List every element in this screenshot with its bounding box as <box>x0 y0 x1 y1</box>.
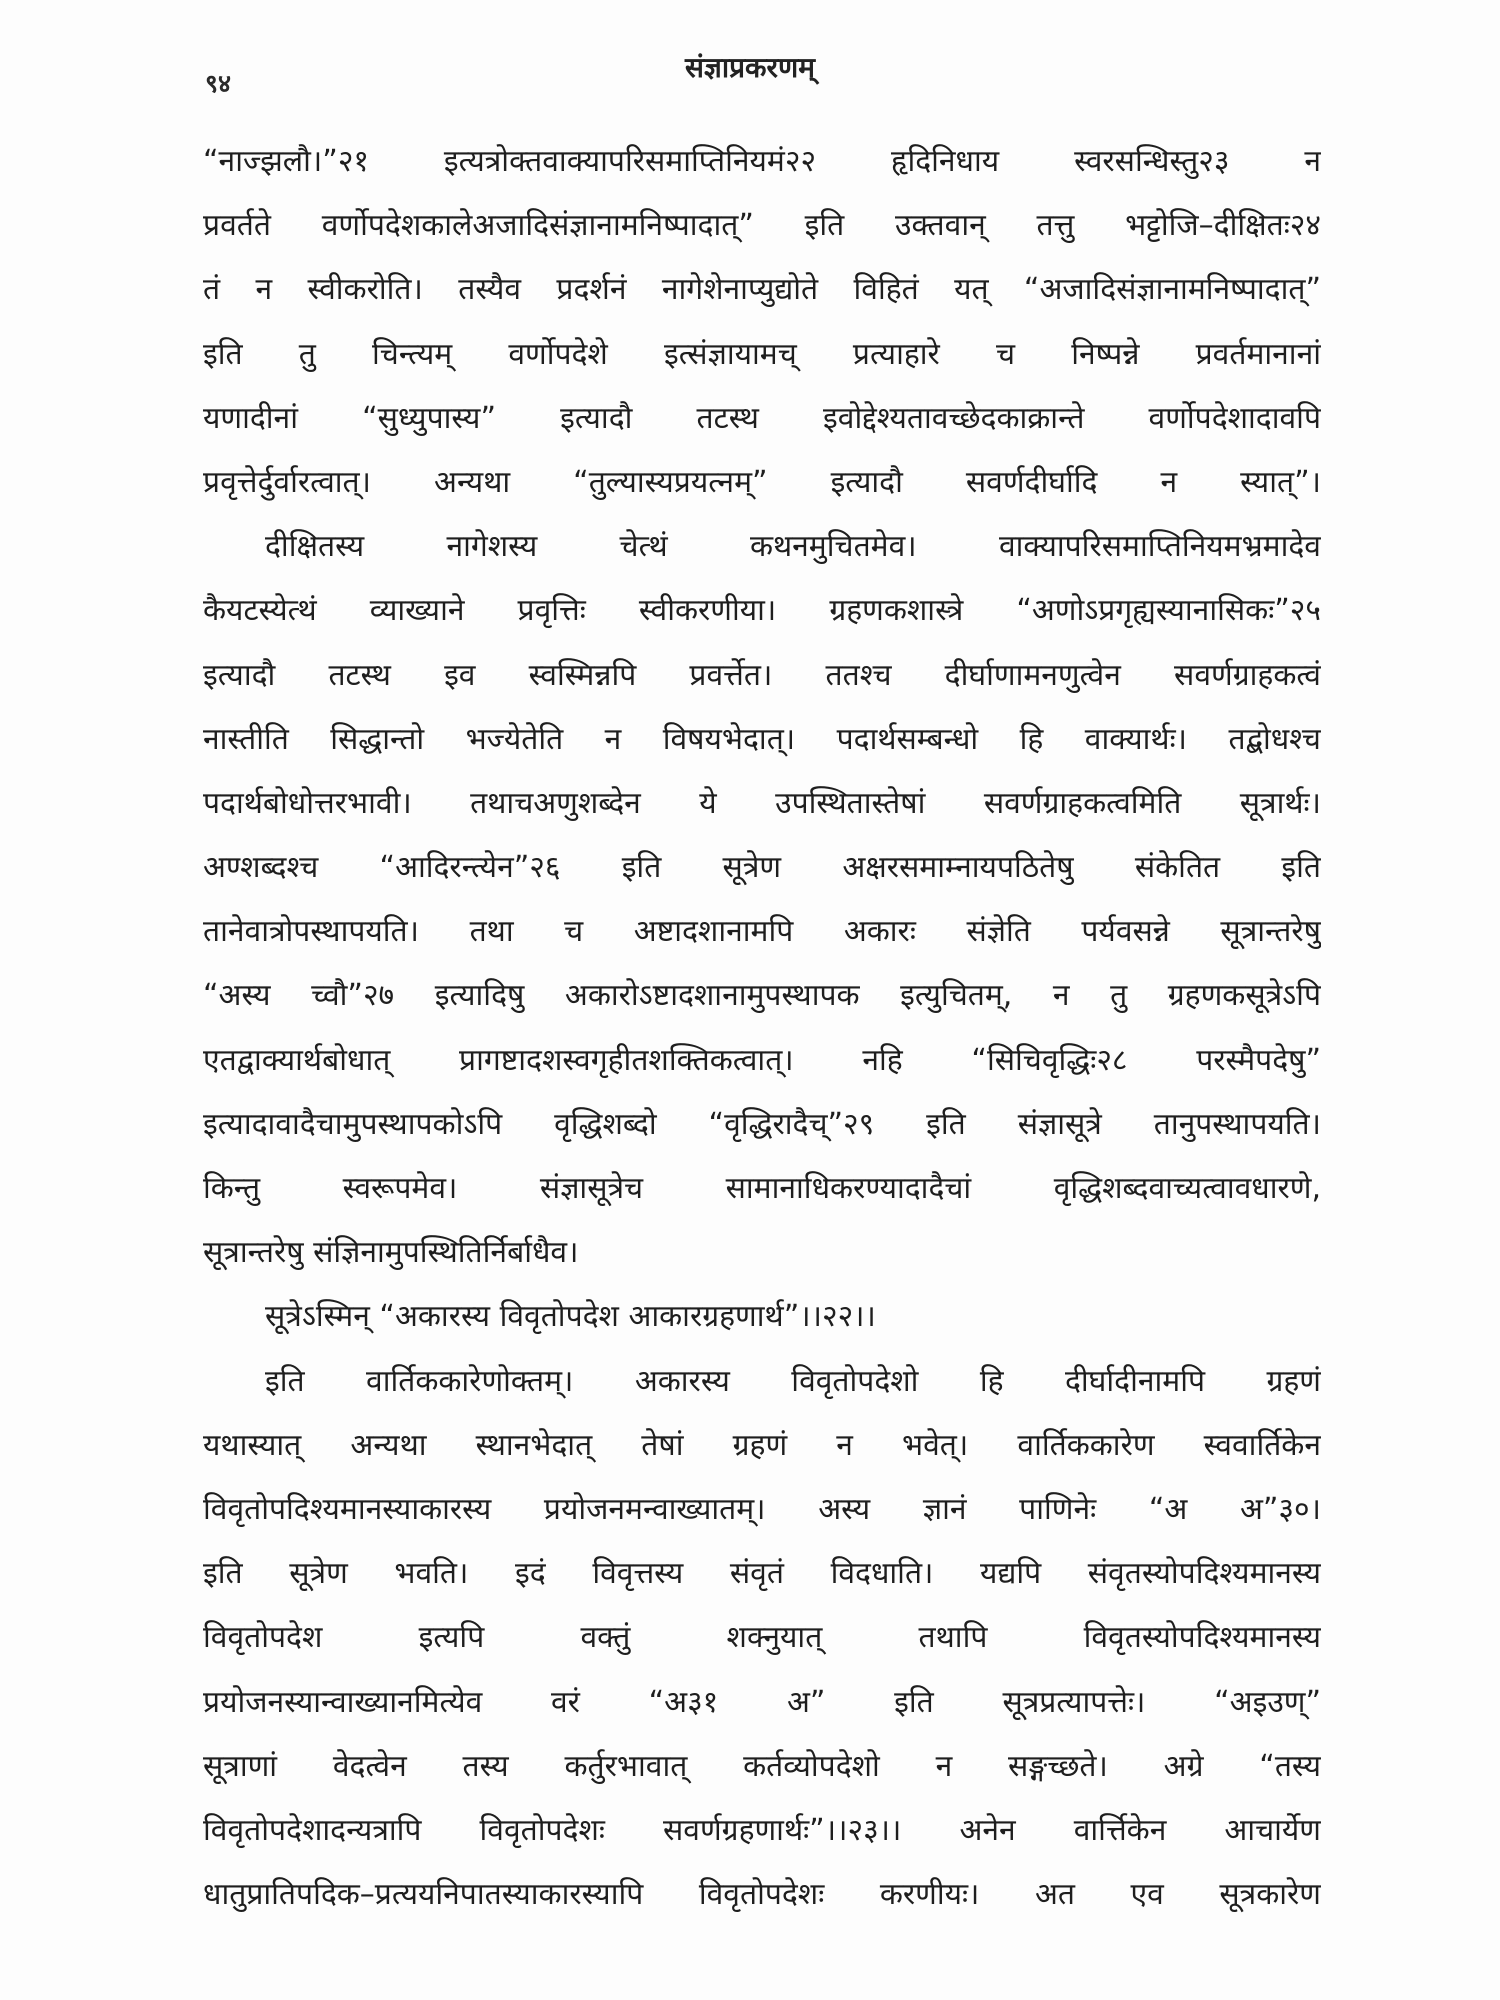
vartika-quote-line: सूत्रेऽस्मिन् “अकारस्य विवृतोपदेश आकारग्रहणार्थ”।।२२।। <box>265 1299 876 1335</box>
running-title: संज्ञाप्रकरणम् <box>684 51 815 84</box>
text-line: विवृतोपदिश्यमानस्याकारस्य प्रयोजनमन्वाख्यातम्। अस्य ज्ञानं पाणिनेः “अ अ”३०। <box>203 1491 1321 1527</box>
text-line: विवृतोपदेश इत्यपि वक्तुं शक्नुयात् तथापि विवृतस्योपदिश्यमानस्य <box>203 1620 1321 1656</box>
text-line: कैयटस्येत्थं व्याख्याने प्रवृत्तिः स्वीकरणीया। ग्रहणकशास्त्रे “अणोऽप्रगृह्यस्यानासिकः”२५ <box>203 593 1321 629</box>
text-line: किन्तु स्वरूपमेव। संज्ञासूत्रेच सामानाधिकरण्यादादैचां वृद्धिशब्दवाच्यत्वावधारणे, <box>203 1171 1321 1206</box>
text-line: धातुप्रातिपदिक–प्रत्ययनिपातस्याकारस्यापि विवृतोपदेशः करणीयः। अत एव सूत्रकारेण <box>203 1877 1321 1913</box>
text-line: सूत्राणां वेदत्वेन तस्य कर्तुरभावात् कर्तव्योपदेशो न सङ्गच्छते। अग्रे “तस्य <box>203 1748 1321 1784</box>
text-line: एतद्वाक्यार्थबोधात् प्रागष्टादशस्वगृहीतशक्तिकत्वात्। नहि “सिचिवृद्धिः२८ परस्मैपदेषु” <box>203 1042 1321 1078</box>
text-line: इत्यादावादैचामुपस्थापकोऽपि वृद्धिशब्दो “वृद्धिरादैच्”२९ इति संज्ञासूत्रे तानुपस्थापयति। <box>203 1106 1321 1142</box>
body-text <box>203 130 1321 1927</box>
text-line: इति सूत्रेण भवति। इदं विवृत्तस्य संवृतं विदधाति। यद्यपि संवृतस्योपदिश्यमानस्य <box>203 1556 1321 1592</box>
text-line: प्रवृत्तेर्दुर्वारत्वात्। अन्यथा “तुल्यास्यप्रयत्नम्” इत्यादौ सवर्णदीर्घादि न स्यात्”। <box>203 464 1321 500</box>
text-line: “अस्य च्वौ”२७ इत्यादिषु अकारोऽष्टादशानामुपस्थापक इत्युचितम्, न तु ग्रहणकसूत्रेऽपि <box>203 978 1321 1014</box>
text-line: यणादीनां “सुध्युपास्य” इत्यादौ तटस्थ इवोद्देश्यतावच्छेदकाक्रान्ते वर्णोपदेशादावपि <box>203 400 1321 436</box>
text-line: प्रवर्तते वर्णोपदेशकालेअजादिसंज्ञानामनिष्पादात्” इति उक्तवान् तत्तु भट्टोजि–दीक्षितः२४ <box>203 208 1321 244</box>
page-number: ९४ <box>205 69 232 98</box>
text-line: पदार्थबोधोत्तरभावी। तथाचअणुशब्देन ये उपस्थितास्तेषां सवर्णग्राहकत्वमिति सूत्रार्थः। <box>203 785 1321 821</box>
paragraph-start-line: इति वार्तिककारेणोक्तम्। अकारस्य विवृतोपदेशो हि दीर्घादीनामपि ग्रहणं <box>265 1363 1321 1399</box>
text-line: इति तु चिन्त्यम् वर्णोपदेशे इत्संज्ञायामच् प्रत्याहारे च निष्पन्ने प्रवर्तमानानां <box>203 336 1321 372</box>
paragraph-start-line: दीक्षितस्य नागेशस्य चेत्थं कथनमुचितमेव। वाक्यापरिसमाप्तिनियमभ्रमादेव <box>265 529 1321 565</box>
text-line: अण्शब्दश्च “आदिरन्त्येन”२६ इति सूत्रेण अक्षरसमाम्नायपठितेषु संकेतित इति <box>203 850 1321 886</box>
text-line: प्रयोजनस्यान्वाख्यानमित्येव वरं “अ३१ अ” इति सूत्रप्रत्यापत्तेः। “अइउण्” <box>203 1684 1321 1720</box>
text-line: तानेवात्रोपस्थापयति। तथा च अष्टादशानामपि अकारः संज्ञेति पर्यवसन्ने सूत्रान्तरेषु <box>203 914 1321 950</box>
text-line: “नाज्झलौ।”२१ इत्यत्रोक्तवाक्यापरिसमाप्तिनियमं२२ हृदिनिधाय स्वरसन्धिस्तु२३ न <box>203 144 1321 179</box>
text-line: नास्तीति सिद्धान्तो भज्येतेति न विषयभेदात्। पदार्थसम्बन्धो हि वाक्यार्थः। तद्बोधश्च <box>203 721 1321 757</box>
text-line: यथास्यात् अन्यथा स्थानभेदात् तेषां ग्रहणं न भवेत्। वार्तिककारेण स्ववार्तिकेन <box>203 1427 1321 1463</box>
text-line: तं न स्वीकरोति। तस्यैव प्रदर्शनं नागेशेनाप्युद्योते विहितं यत् “अजादिसंज्ञानामनिष्पादात्” <box>203 272 1321 308</box>
paragraph-end-line: सूत्रान्तरेषु संज्ञिनामुपस्थितिर्निर्बाधैव। <box>203 1235 579 1271</box>
text-line: इत्यादौ तटस्थ इव स्वस्मिन्नपि प्रवर्त्तेत। ततश्च दीर्घाणामनणुत्वेन सवर्णग्राहकत्वं <box>203 657 1321 693</box>
text-line: विवृतोपदेशादन्यत्रापि विवृतोपदेशः सवर्णग्रहणार्थः”।।२३।। अनेन वार्त्तिकेन आचार्येण <box>203 1812 1321 1848</box>
